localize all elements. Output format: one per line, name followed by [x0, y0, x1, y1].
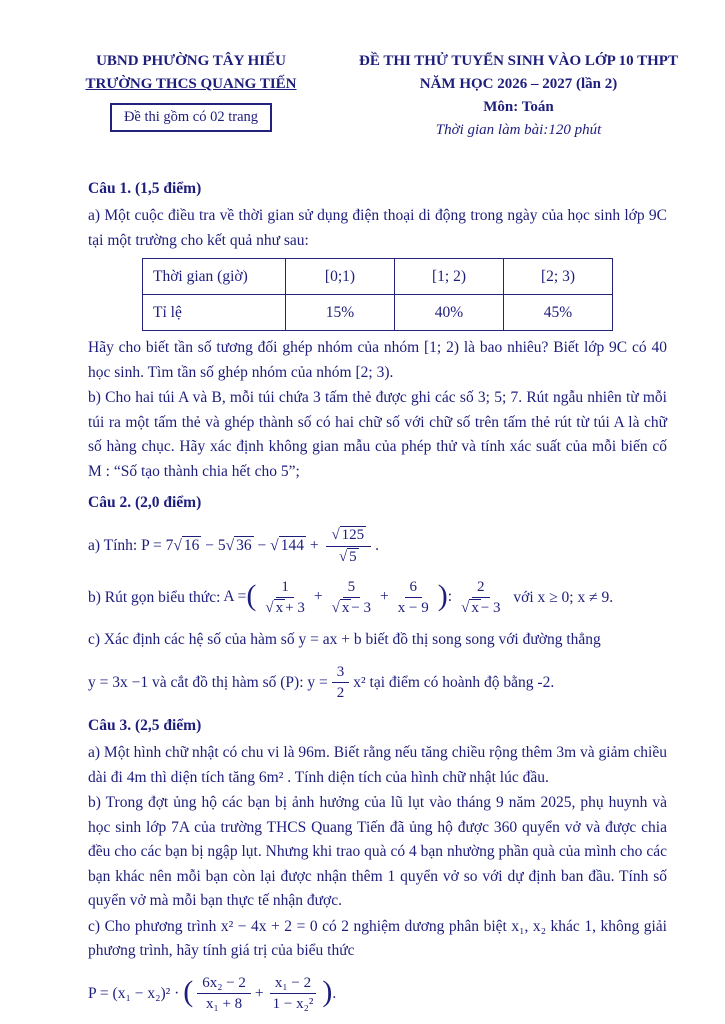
table-row-ratio: [143, 295, 613, 331]
q2-b-condition: với x ≥ 0; x ≠ 9.: [513, 588, 614, 606]
fraction: [197, 973, 251, 1016]
exam-header: [0, 50, 725, 142]
fraction-denominator: 2: [336, 685, 345, 702]
table-cell: [1; 2): [395, 259, 504, 295]
math-term: 125: [341, 527, 365, 543]
right-paren: ): [322, 974, 333, 1008]
sqrt-radical: [265, 599, 285, 616]
fraction-numerator: x₁ − 2: [270, 973, 316, 995]
sqrt-radical: [173, 536, 201, 554]
q2-c-line: [88, 662, 667, 705]
math-term: +: [309, 536, 319, 554]
math-term: +: [313, 588, 323, 606]
fraction-denominator: x − 9: [397, 600, 429, 617]
sqrt-radical: [332, 599, 352, 616]
fraction-denominator: [327, 598, 376, 619]
fraction-denominator: [334, 547, 364, 568]
fraction-denominator: x₁ + 8: [205, 996, 243, 1013]
fraction-numerator: 5: [343, 577, 361, 599]
math-term: y = 3x −1 và cắt đồ thị hàm số (P): y =: [88, 673, 328, 691]
q1-a-question: Hãy cho biết tần số tương đối ghép nhóm của nhóm [1; 2) là bao nhiêu? Biết lớp 9C có 40 học sinh. Tìm tần số ghép nhóm của nhóm [2; 3).: [88, 339, 667, 381]
math-term: +: [254, 984, 264, 1002]
fraction-numerator: 3: [332, 662, 350, 684]
header-right-block: [330, 50, 707, 142]
q3-a-text: a) Một hình chữ nhật có chu vi là 96m. Biết rằng nếu tăng chiều rộng thêm 3m và giảm chiều dài đi 4m thì diện tích tăng 6m² . Tính diện tích của hình chữ nhật lúc đầu.: [88, 744, 667, 786]
fraction-numerator: 6: [405, 577, 423, 599]
math-term: x² tại điểm có hoành độ bằng -2.: [353, 673, 555, 691]
page-count-box: Đề thi gồm có 02 trang: [110, 103, 272, 132]
q1-title: Câu 1. (1,5 điểm): [88, 180, 202, 197]
math-term: x: [275, 600, 284, 617]
fraction: [327, 577, 376, 620]
fraction: [332, 662, 350, 705]
header-left-block: [52, 50, 330, 142]
q2-b-label: b) Rút gọn biểu thức:: [88, 588, 221, 606]
math-term: − 3: [480, 600, 501, 617]
q3-b-text: b) Trong đợt ủng hộ các bạn bị ảnh hưởng của lũ lụt vào tháng 9 năm 2025, phụ huynh và học sinh lớp 7A của trường THCS Quang Tiến đã ủng hộ được 360 quyển vở và được chia đều cho các bạn bị ngập lụt. Nhưng khi trao quà có 4 bạn nhường phần quà của mình cho các bạn khác nên mỗi bạn còn lại được nhận thêm 1 quyển vở so với dự định ban đầu. Tính số quyển vở mà mỗi bạn thực tế nhận được.: [88, 794, 667, 909]
math-term: + 3: [285, 600, 305, 617]
exam-year: NĂM HỌC 2026 – 2027 (lần 2): [419, 76, 618, 92]
math-term: P = (x₁ − x₂)² ·: [88, 984, 180, 1002]
sqrt-radical: [339, 548, 359, 565]
math-term: 16: [183, 536, 200, 554]
math-term: x: [471, 600, 479, 617]
left-paren: (: [183, 974, 194, 1008]
fraction: [393, 577, 434, 620]
fraction-denominator: 1 − x₂²: [272, 996, 314, 1013]
issuer-line: UBND PHƯỜNG TÂY HIẾU: [96, 53, 286, 69]
math-term: P = 7: [141, 536, 174, 554]
q2-b-line: [88, 577, 667, 620]
math-term: :: [447, 588, 453, 606]
sqrt-radical: [270, 536, 306, 554]
table-cell: 15%: [286, 295, 395, 331]
table-cell: 45%: [504, 295, 613, 331]
table-cell: Tỉ lệ: [143, 295, 286, 331]
left-paren: (: [246, 578, 257, 612]
fraction-denominator: [260, 598, 309, 619]
fraction: [456, 577, 505, 620]
q2-title: Câu 2. (2,0 điểm): [88, 494, 202, 511]
q3-title: Câu 3. (2,5 điểm): [88, 717, 202, 734]
math-term: 36: [236, 536, 252, 554]
q1-b-text: b) Cho hai túi A và B, mỗi túi chứa 3 tấm thẻ được ghi các số 3; 5; 7. Rút ngẫu nhiên từ mỗi túi ra một tấm thẻ và ghép thành số có hai chữ số với chữ số trên tấm thẻ rút từ túi A là chữ số hàng chục. Hãy xác định không gian mẫu của phép thử và tính xác suất của mỗi biến cố M : “Số tạo thành chia hết cho 5”;: [88, 389, 667, 480]
math-term: .: [332, 984, 337, 1002]
q2-a-label: a) Tính:: [88, 536, 138, 554]
math-term: 144: [280, 536, 304, 554]
math-term: .: [375, 536, 380, 554]
sqrt-radical: [461, 599, 481, 616]
table-cell: 40%: [395, 295, 504, 331]
sqrt-radical: [331, 526, 366, 543]
q2-b-equation: [223, 578, 513, 617]
math-term: x: [341, 600, 350, 617]
q3-c-text: c) Cho phương trình x² − 4x + 2 = 0 có 2 nghiệm dương phân biệt x₁, x₂ khác 1, không giải phương trình, hãy tính giá trị của biểu thức: [88, 917, 667, 959]
table-cell: [2; 3): [504, 259, 613, 295]
q1-frequency-table: [142, 258, 613, 331]
fraction: [268, 973, 319, 1016]
q2-a-equation: [141, 527, 380, 565]
exam-subject: Môn: Toán: [483, 99, 554, 115]
math-term: +: [380, 588, 389, 606]
fraction: [260, 577, 309, 620]
math-term: 5: [349, 548, 357, 565]
fraction-numerator: 1: [276, 577, 294, 599]
q1-a-text: a) Một cuộc điều tra về thời gian sử dụng điện thoại di động trong ngày của học sinh lớp 9C tại một trường cho kết quả như sau:: [88, 207, 667, 249]
exam-title: ĐỀ THI THỬ TUYỂN SINH VÀO LỚP 10 THPT: [359, 53, 678, 69]
math-term: −: [257, 536, 267, 554]
fraction-numerator: 2: [472, 577, 490, 599]
right-paren: ): [437, 578, 448, 612]
exam-body: [88, 176, 667, 1015]
fraction: [326, 525, 371, 568]
q2-a-line: [88, 525, 667, 568]
math-term: − 3: [351, 600, 372, 617]
table-cell: Thời gian (giờ): [143, 259, 286, 295]
exam-duration: Thời gian làm bài:120 phút: [435, 122, 602, 138]
fraction-denominator: [456, 598, 505, 619]
school-name: TRƯỜNG THCS QUANG TIẾN: [85, 76, 297, 92]
math-term: − 5: [205, 536, 226, 554]
table-cell: [0;1): [286, 259, 395, 295]
q2-c-text: c) Xác định các hệ số của hàm số y = ax + b biết đồ thị song song với đường thẳng: [88, 631, 601, 648]
table-row-time: [143, 259, 613, 295]
math-term: A =: [223, 588, 247, 606]
fraction-numerator: [326, 525, 371, 547]
fraction-numerator: 6x₂ − 2: [197, 973, 251, 995]
sqrt-radical: [226, 536, 254, 554]
q3-c-equation: [88, 973, 667, 1016]
